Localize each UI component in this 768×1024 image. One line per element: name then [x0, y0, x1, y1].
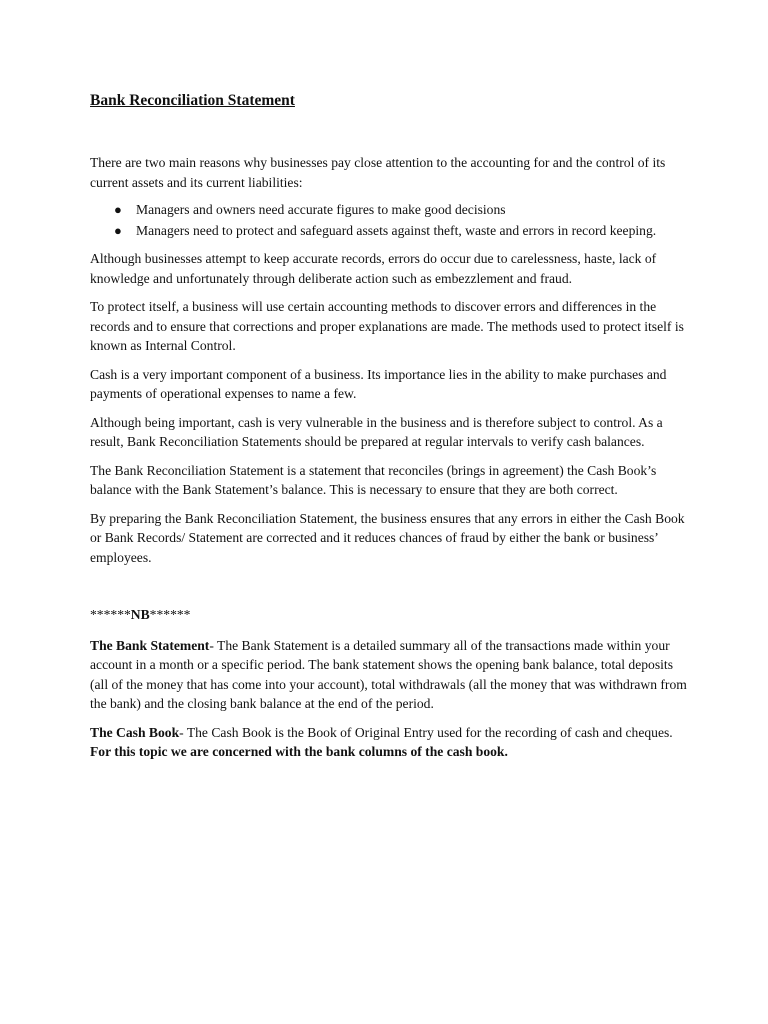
cash-book-emphasis: For this topic we are concerned with the bank columns of the cash book.	[90, 744, 508, 759]
list-item-text: Managers and owners need accurate figures to make good decisions	[136, 202, 506, 217]
reasons-list	[90, 200, 688, 240]
document-title: Bank Reconciliation Statement	[90, 92, 295, 109]
cash-importance-paragraph: Cash is a very important component of a business. Its importance lies in the ability to make purchases and payments of operational expenses to name a few.	[90, 366, 667, 401]
internal-control-paragraph: To protect itself, a business will use certain accounting methods to discover errors and differences in the records and to ensure that corrections and proper explanations are made. The methods used to protect itself is known as Internal Control.	[90, 299, 684, 353]
bullet-icon: ●	[114, 202, 122, 217]
nb-label: NB	[130, 607, 150, 622]
intro-paragraph: There are two main reasons why businesses pay close attention to the accounting for and the control of its current assets and its current liabilities:	[90, 155, 666, 190]
cash-book-text: - The Cash Book is the Book of Original Entry used for the recording of cash and cheques.	[179, 724, 673, 740]
cash-vulnerable-paragraph: Although being important, cash is very vulnerable in the business and is therefore subject to control. As a result, Bank Reconciliation Statements should be prepared at regular intervals to verify cash balances.	[90, 414, 663, 449]
list-item-text: Managers need to protect and safeguard assets against theft, waste and errors in record keeping.	[136, 222, 657, 238]
bank-statement-text: - The Bank Statement is a detailed summary all of the transactions made within your account in a month or a specific period. The bank statement shows the opening bank balance, total deposits (all of the money that has come into your account), total withdrawals (all the money that was withdrawn from the bank) and the closing bank balance at the end of the period.	[90, 637, 687, 711]
brs-definition-paragraph: The Bank Reconciliation Statement is a statement that reconciles (brings in agreement) the Cash Book’s balance with the Bank Statement’s balance. This is necessary to ensure that they are both correct.	[90, 462, 657, 497]
nb-prefix: ******	[90, 607, 131, 622]
bank-statement-paragraph	[90, 636, 688, 714]
cash-book-paragraph	[90, 723, 688, 762]
nb-heading	[90, 605, 688, 625]
document-body	[90, 90, 688, 771]
errors-paragraph: Although businesses attempt to keep accurate records, errors do occur due to carelessness, haste, lack of knowledge and unfortunately through deliberate action such as embezzlement and fraud.	[90, 251, 657, 286]
list-item	[90, 200, 688, 220]
list-item	[90, 221, 688, 241]
cash-book-term: The Cash Book	[90, 724, 180, 740]
nb-suffix: ******	[149, 607, 191, 622]
bank-statement-term: The Bank Statement	[90, 637, 210, 653]
bullet-icon: ●	[114, 222, 122, 238]
brs-purpose-paragraph: By preparing the Bank Reconciliation Statement, the business ensures that any errors in either the Cash Book or Bank Records/ Statement are corrected and it reduces chances of fraud by either the bank or business’ employees.	[90, 510, 685, 565]
